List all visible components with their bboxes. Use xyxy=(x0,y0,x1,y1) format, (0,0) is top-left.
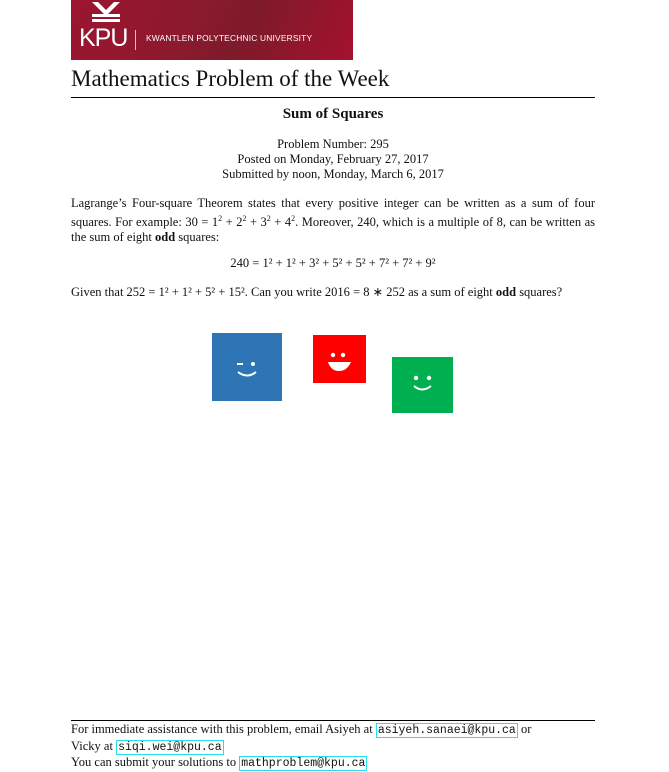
problem-meta xyxy=(71,137,595,182)
due-date: Submitted by noon, Monday, March 6, 2017 xyxy=(222,167,444,181)
odd-emphasis: odd xyxy=(495,285,517,299)
posted-date: Posted on Monday, February 27, 2017 xyxy=(237,152,429,166)
email-link-submit[interactable]: mathproblem@kpu.ca xyxy=(241,757,366,770)
footer-line-1: For immediate assistance with this problem, email Asiyeh at asiyeh.sanaei@kpu.ca or xyxy=(71,722,532,737)
problem-title: Sum of Squares xyxy=(282,106,384,122)
kpu-logo-icon xyxy=(92,2,120,24)
title-rule xyxy=(71,97,595,98)
green-smiling-square xyxy=(392,357,453,413)
footer-rule xyxy=(71,720,595,721)
problem-number: Problem Number: 295 xyxy=(277,137,389,151)
kpu-banner xyxy=(71,0,353,60)
red-laughing-square xyxy=(313,335,366,383)
footer-line-3: You can submit your solutions to mathproblem@kpu.ca xyxy=(71,755,366,770)
page-title: Mathematics Problem of the Week xyxy=(71,66,390,91)
intro-paragraph: Lagrange’s Four-square Theorem states that every positive integer can be written as a sum of four squares. For example: $30 = 1^2 + 2^2 + 3^2 + 4^2$. Moreover, 240, which is a multiple of 8, can be written as the sum of eight odd squares: xyxy=(71,196,595,245)
blue-winking-square xyxy=(212,333,282,401)
footer-line-2: Vicky at siqi.wei@kpu.ca xyxy=(71,738,222,754)
email-link-vicky[interactable]: siqi.wei@kpu.ca xyxy=(118,740,222,754)
email-link-asiyeh[interactable]: asiyeh.sanaei@kpu.ca xyxy=(377,724,516,737)
footer xyxy=(71,722,531,772)
odd-emphasis: odd xyxy=(155,230,176,245)
university-name: KWANTLEN POLYTECHNIC UNIVERSITY xyxy=(146,33,313,43)
kpu-logo-text: KPU xyxy=(79,24,128,52)
example-equation: 240 = 1² + 1² + 3² + 5² + 5² + 7² + 7² + 9² xyxy=(230,256,436,270)
question-paragraph: Given that 252 = 1² + 1² + 5² + 15². Can you write 2016 = 8 ∗ 252 as a sum of eight odd squares? xyxy=(71,285,563,299)
banner-divider xyxy=(135,30,136,50)
